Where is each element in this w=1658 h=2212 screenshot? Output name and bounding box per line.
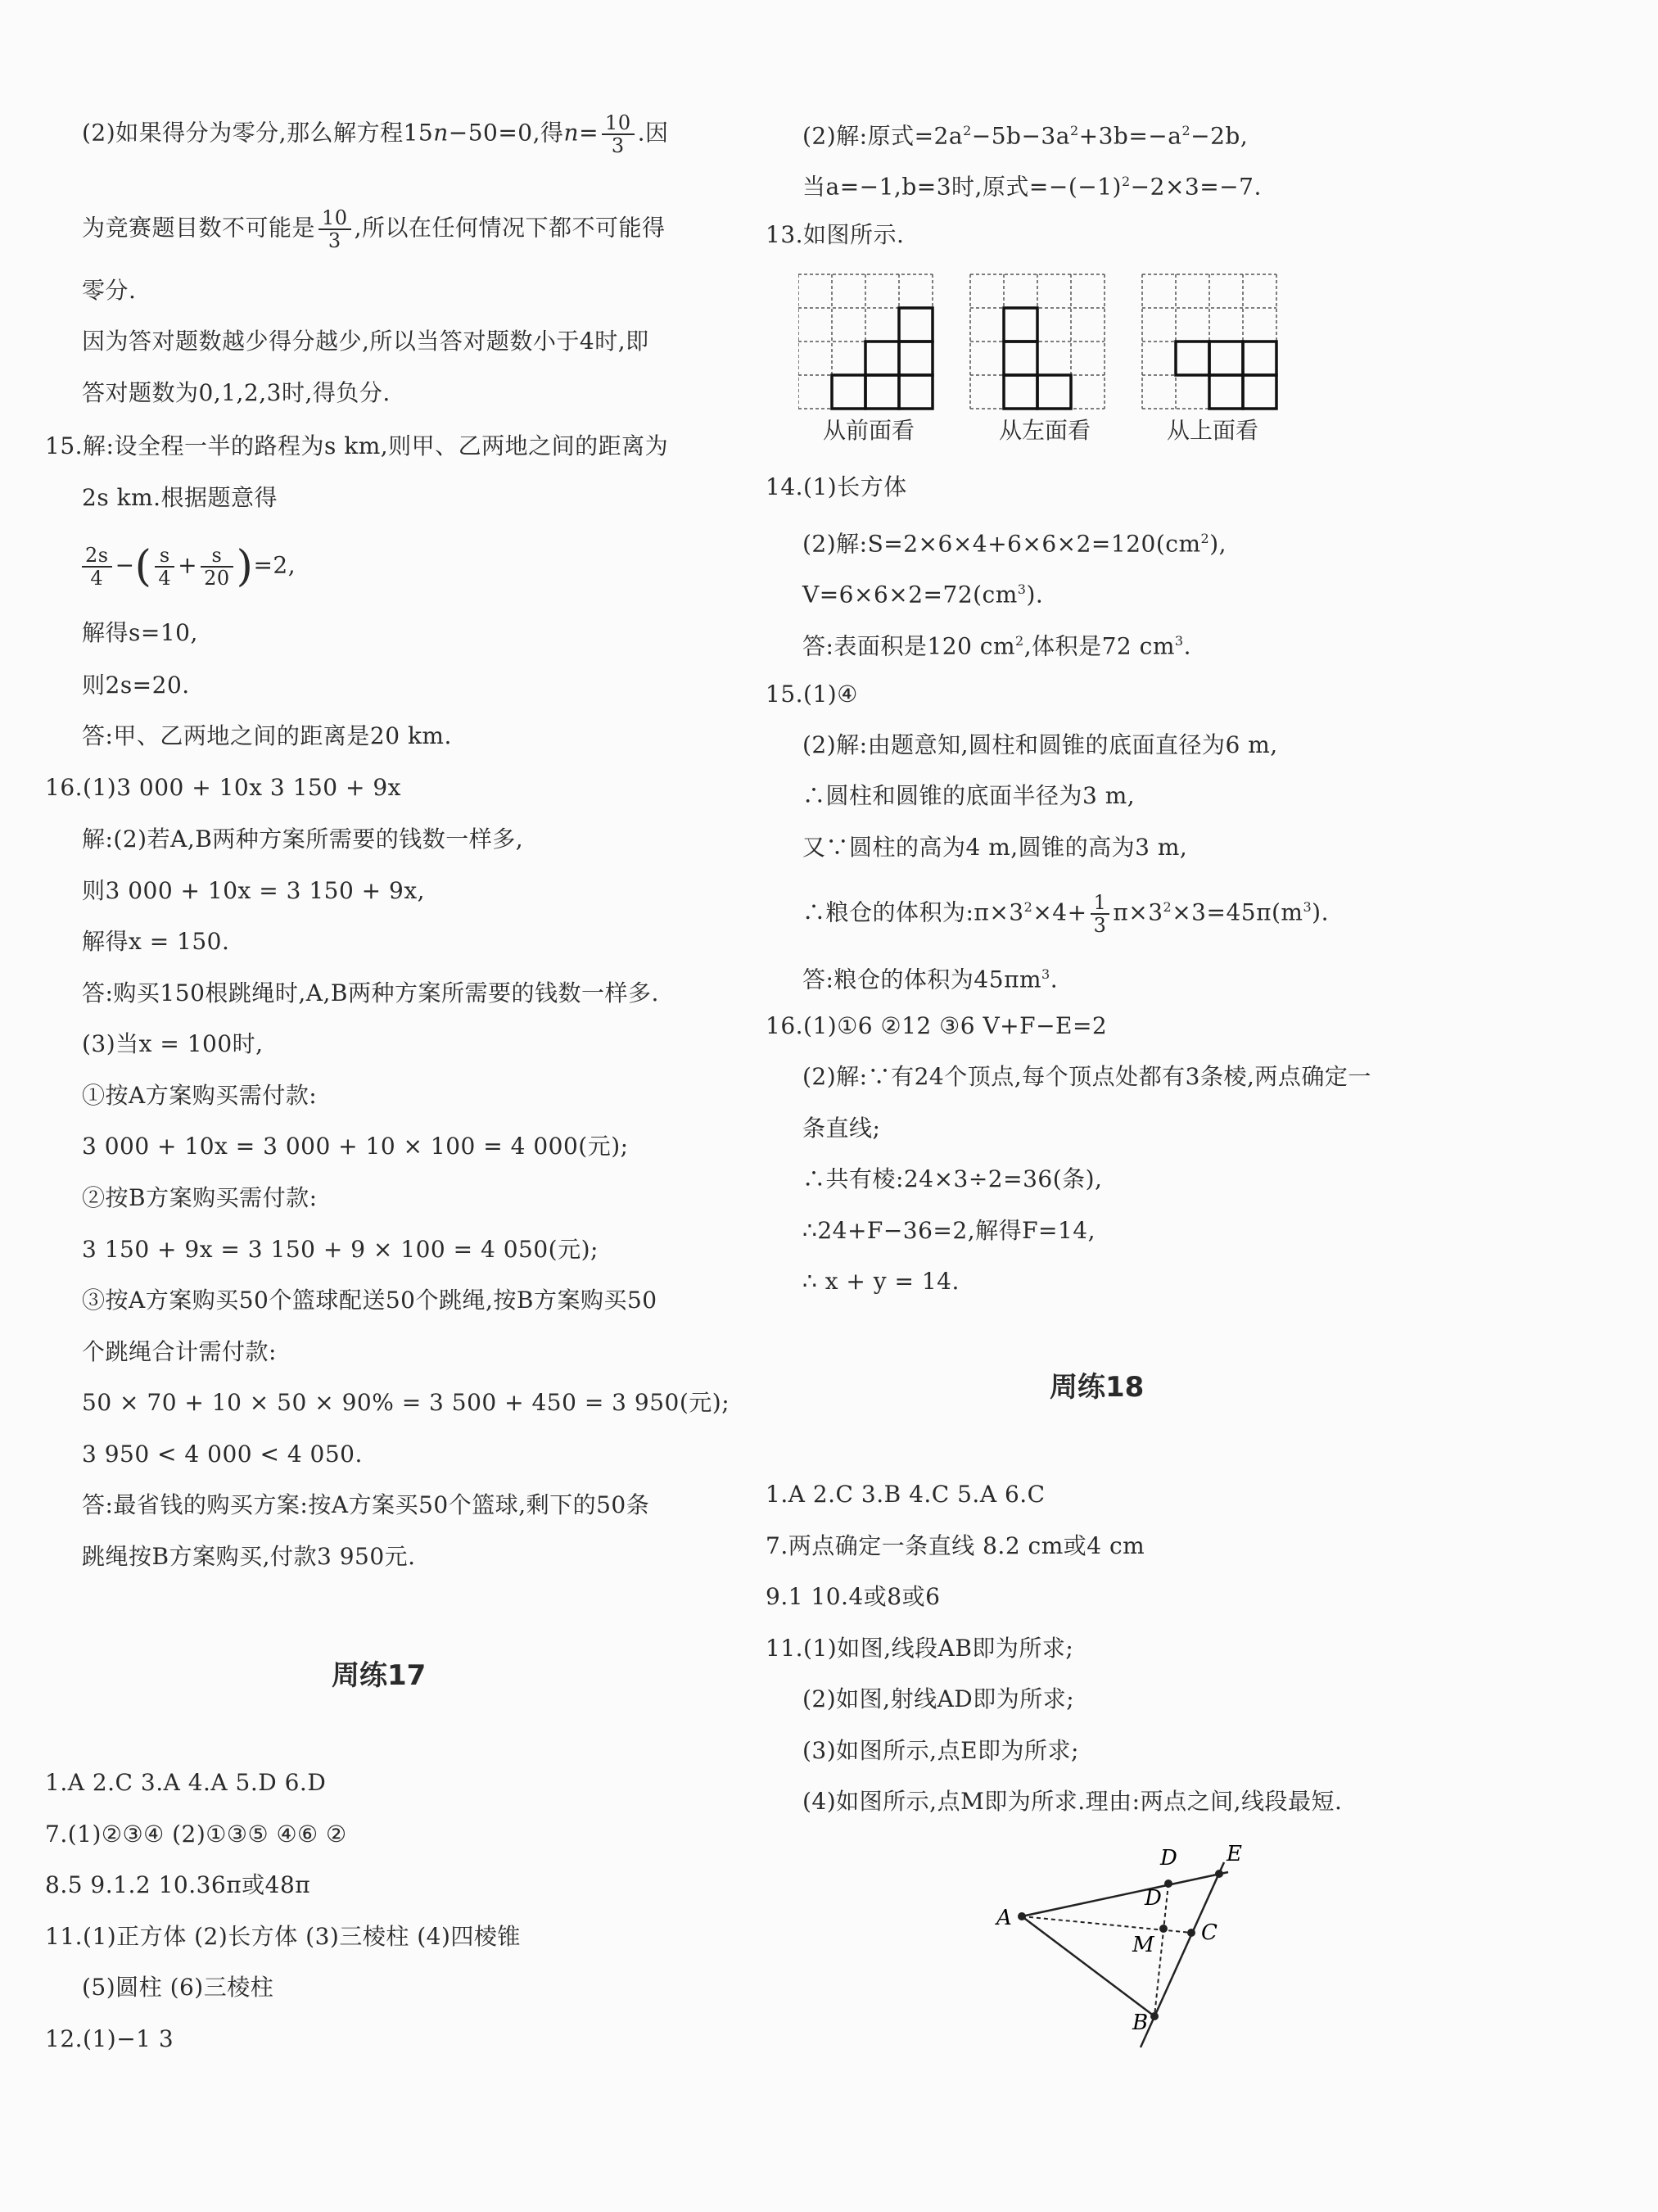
view-square xyxy=(1176,342,1209,375)
answer-line: (4)如图所示,点M即为所求.理由:两点之间,线段最短. xyxy=(802,1788,1343,1815)
answer-line: 则2s=20. xyxy=(82,672,190,699)
answer-line: $V=6\times 6\times 2=72(cm^3)$. xyxy=(802,581,1044,608)
answer-line: 1.A 2.C 3.B 4.C 5.A 6.C xyxy=(766,1481,1046,1508)
answer-line: 50 × 70 + 10 × 50 × 90% = 3 500 + 450 = 3 950(元); xyxy=(82,1389,730,1416)
answer-line: 解得s=10, xyxy=(82,619,198,646)
answer-line: 14.(1)长方体 xyxy=(766,473,907,500)
label-E: E xyxy=(1227,1842,1242,1866)
answer-line: 跳绳按B方案购买,付款3 950元. xyxy=(82,1543,416,1570)
answer-line: ①按A方案购买需付款: xyxy=(82,1082,318,1109)
label-D-inner: D xyxy=(1145,1886,1162,1911)
view-square xyxy=(899,375,933,409)
answer-line: 解:(2)若A,B两种方案所需要的钱数一样多, xyxy=(82,826,524,853)
fraction: $\frac{10}{3}$ xyxy=(318,207,351,251)
fraction: $\frac{s}{20}$ xyxy=(201,545,233,589)
fraction: $\frac{s}{4}$ xyxy=(155,545,174,589)
view-square xyxy=(1243,342,1276,375)
answer-line: (2)解$:S=2\times 6\times 4+6\times 6\times 2=120(cm^2)$, xyxy=(802,530,1227,558)
answer-line: 7.两点确定一条直线 8.2 cm或4 cm xyxy=(766,1532,1145,1559)
answer-line: (2)如果得分为零分,那么解方程15n−50=0,得n= $\frac{10}{3}$ .因 xyxy=(82,111,669,157)
label-D: D xyxy=(1160,1846,1177,1870)
answer-line: ∴粮仓的体积为$:\pi\times 3^2\times 4+$ $\frac{1}{3}$ $\pi\times 3^2\times 3=45\pi(m^3)$. xyxy=(802,890,1329,937)
answer-line: 条直线; xyxy=(802,1115,881,1142)
answer-line: 答对题数为0,1,2,3时,得负分. xyxy=(82,379,391,406)
view-square xyxy=(1209,375,1243,409)
caption-left-view: 从左面看 xyxy=(999,417,1091,444)
answer-line: 15.解:设全程一半的路程为s km,则甲、乙两地之间的距离为 xyxy=(45,432,669,459)
answer-line: (3)当x = 100时, xyxy=(82,1030,264,1057)
answer-line: 答:表面积是120 $cm^2$,体积是72 $cm^3$. xyxy=(802,632,1191,660)
view-square xyxy=(1037,375,1071,409)
three-views-figure xyxy=(798,270,1290,418)
front-view-grid xyxy=(798,274,933,409)
answer-line: ∴24+F−36=2,解得F=14, xyxy=(802,1217,1096,1244)
answer-line: 又∵圆柱的高为4 m,圆锥的高为3 m, xyxy=(802,834,1188,861)
view-square xyxy=(1004,342,1037,375)
answer-line: 则3 000 + 10x = 3 150 + 9x, xyxy=(82,877,426,904)
answer-line: 1.A 2.C 3.A 4.A 5.D 6.D xyxy=(45,1769,327,1796)
point-B xyxy=(1150,2012,1159,2020)
answer-line: (2)解:∵有24个顶点,每个顶点处都有3条棱,两点确定一 xyxy=(802,1063,1371,1090)
answer-line: ∴ x + y = 14. xyxy=(802,1268,960,1295)
equation-line: $\frac{2s}{4}$ −( $\frac{s}{4}$ + $\frac{s}{20}$ )=2, xyxy=(79,545,296,589)
view-square xyxy=(899,342,933,375)
answer-line: ③按A方案购买50个篮球配送50个跳绳,按B方案购买50 xyxy=(82,1287,657,1314)
answer-line: 12.(1)−1 3 xyxy=(45,2025,174,2052)
view-square xyxy=(899,308,933,342)
answer-line: 答:粮仓的体积为$45\pi m^3$. xyxy=(802,966,1059,993)
answer-line: 9.1 10.4或8或6 xyxy=(766,1583,941,1610)
answer-line: 16.(1)3 000 + 10x 3 150 + 9x xyxy=(45,774,401,801)
point-C xyxy=(1187,1929,1195,1937)
view-square xyxy=(1243,375,1276,409)
answer-line: 7.(1)②③④ (2)①③⑤ ④⑥ ② xyxy=(45,1821,347,1848)
view-square xyxy=(1004,375,1037,409)
answer-line: 为竞赛题目数不可能是 $\frac{10}{3}$ ,所以在任何情况下都不可能得 xyxy=(82,206,666,252)
view-square xyxy=(865,375,899,409)
answer-line: 11.(1)如图,线段AB即为所求; xyxy=(766,1635,1074,1662)
fraction: $\frac{10}{3}$ xyxy=(602,112,635,156)
answer-line: ∴圆柱和圆锥的底面半径为3 m, xyxy=(802,782,1136,809)
answer-line: 11.(1)正方体 (2)长方体 (3)三棱柱 (4)四棱锥 xyxy=(45,1923,521,1950)
answer-line: 13.如图所示. xyxy=(766,221,905,248)
caption-top-view: 从上面看 xyxy=(1167,417,1259,444)
answer-line: 8.5 9.1.2 10.36π或48π xyxy=(45,1871,311,1898)
answer-line: (2)如图,射线AD即为所求; xyxy=(802,1685,1075,1712)
point-E xyxy=(1215,1870,1223,1878)
left-view-grid xyxy=(970,274,1105,409)
answer-line: 16.(1)①6 ②12 ③6 V+F−E=2 xyxy=(766,1012,1108,1039)
label-B: B xyxy=(1132,2011,1149,2035)
answer-line: 3 150 + 9x = 3 150 + 9 × 100 = 4 050(元); xyxy=(82,1236,599,1263)
answer-line: (5)圆柱 (6)三棱柱 xyxy=(82,1974,274,2001)
answer-line: 个跳绳合计需付款: xyxy=(82,1338,277,1365)
answer-line: 答:最省钱的购买方案:按A方案买50个篮球,剩下的50条 xyxy=(82,1491,650,1518)
geometry-figure xyxy=(978,1826,1281,2064)
top-view-grid xyxy=(1142,274,1276,409)
answer-line: 3 000 + 10x = 3 000 + 10 × 100 = 4 000(元); xyxy=(82,1133,629,1160)
caption-front-view: 从前面看 xyxy=(823,417,915,444)
answer-line: 解得x = 150. xyxy=(82,928,230,955)
view-square xyxy=(865,342,899,375)
fraction: $\frac{2s}{4}$ xyxy=(82,545,112,589)
section-heading-week17: 周练17 xyxy=(332,1659,427,1692)
view-square xyxy=(1209,342,1243,375)
answer-line: 3 950 < 4 000 < 4 050. xyxy=(82,1441,363,1468)
point-M xyxy=(1159,1925,1168,1933)
answer-line: 零分. xyxy=(82,277,137,304)
answer-line: 答:购买150根跳绳时,A,B两种方案所需要的钱数一样多. xyxy=(82,979,659,1006)
answer-line: 答:甲、乙两地之间的距离是20 km. xyxy=(82,722,452,749)
point-A xyxy=(1018,1912,1026,1920)
answer-line: (2)解:原式$=2a^2-5b-3a^2+3b=-a^2-2b$, xyxy=(802,122,1249,150)
answer-line: 2s km.根据题意得 xyxy=(82,484,278,511)
label-M: M xyxy=(1132,1933,1154,1957)
answer-line: 当a=−1,b=3时,原式$=-(-1)^2-2\times 3=-7$. xyxy=(802,173,1262,201)
fraction: $\frac{1}{3}$ xyxy=(1091,892,1110,936)
view-square xyxy=(1004,308,1037,342)
answer-line: 15.(1)④ xyxy=(766,681,858,708)
answer-line: (3)如图所示,点E即为所求; xyxy=(802,1737,1079,1764)
label-A: A xyxy=(996,1906,1012,1930)
ray-AD xyxy=(1022,1872,1228,1916)
answer-line: 因为答对题数越少得分越少,所以当答对题数小于4时,即 xyxy=(82,328,649,355)
answer-line: (2)解:由题意知,圆柱和圆锥的底面直径为6 m, xyxy=(802,731,1278,758)
answer-line: ∴共有棱:24×3÷2=36(条), xyxy=(802,1165,1103,1192)
point-D xyxy=(1164,1880,1172,1888)
section-heading-week18: 周练18 xyxy=(1050,1371,1145,1404)
label-C: C xyxy=(1201,1920,1218,1945)
view-square xyxy=(832,375,865,409)
answer-line: ②按B方案购买需付款: xyxy=(82,1184,318,1211)
segment-AB xyxy=(1022,1916,1154,2016)
